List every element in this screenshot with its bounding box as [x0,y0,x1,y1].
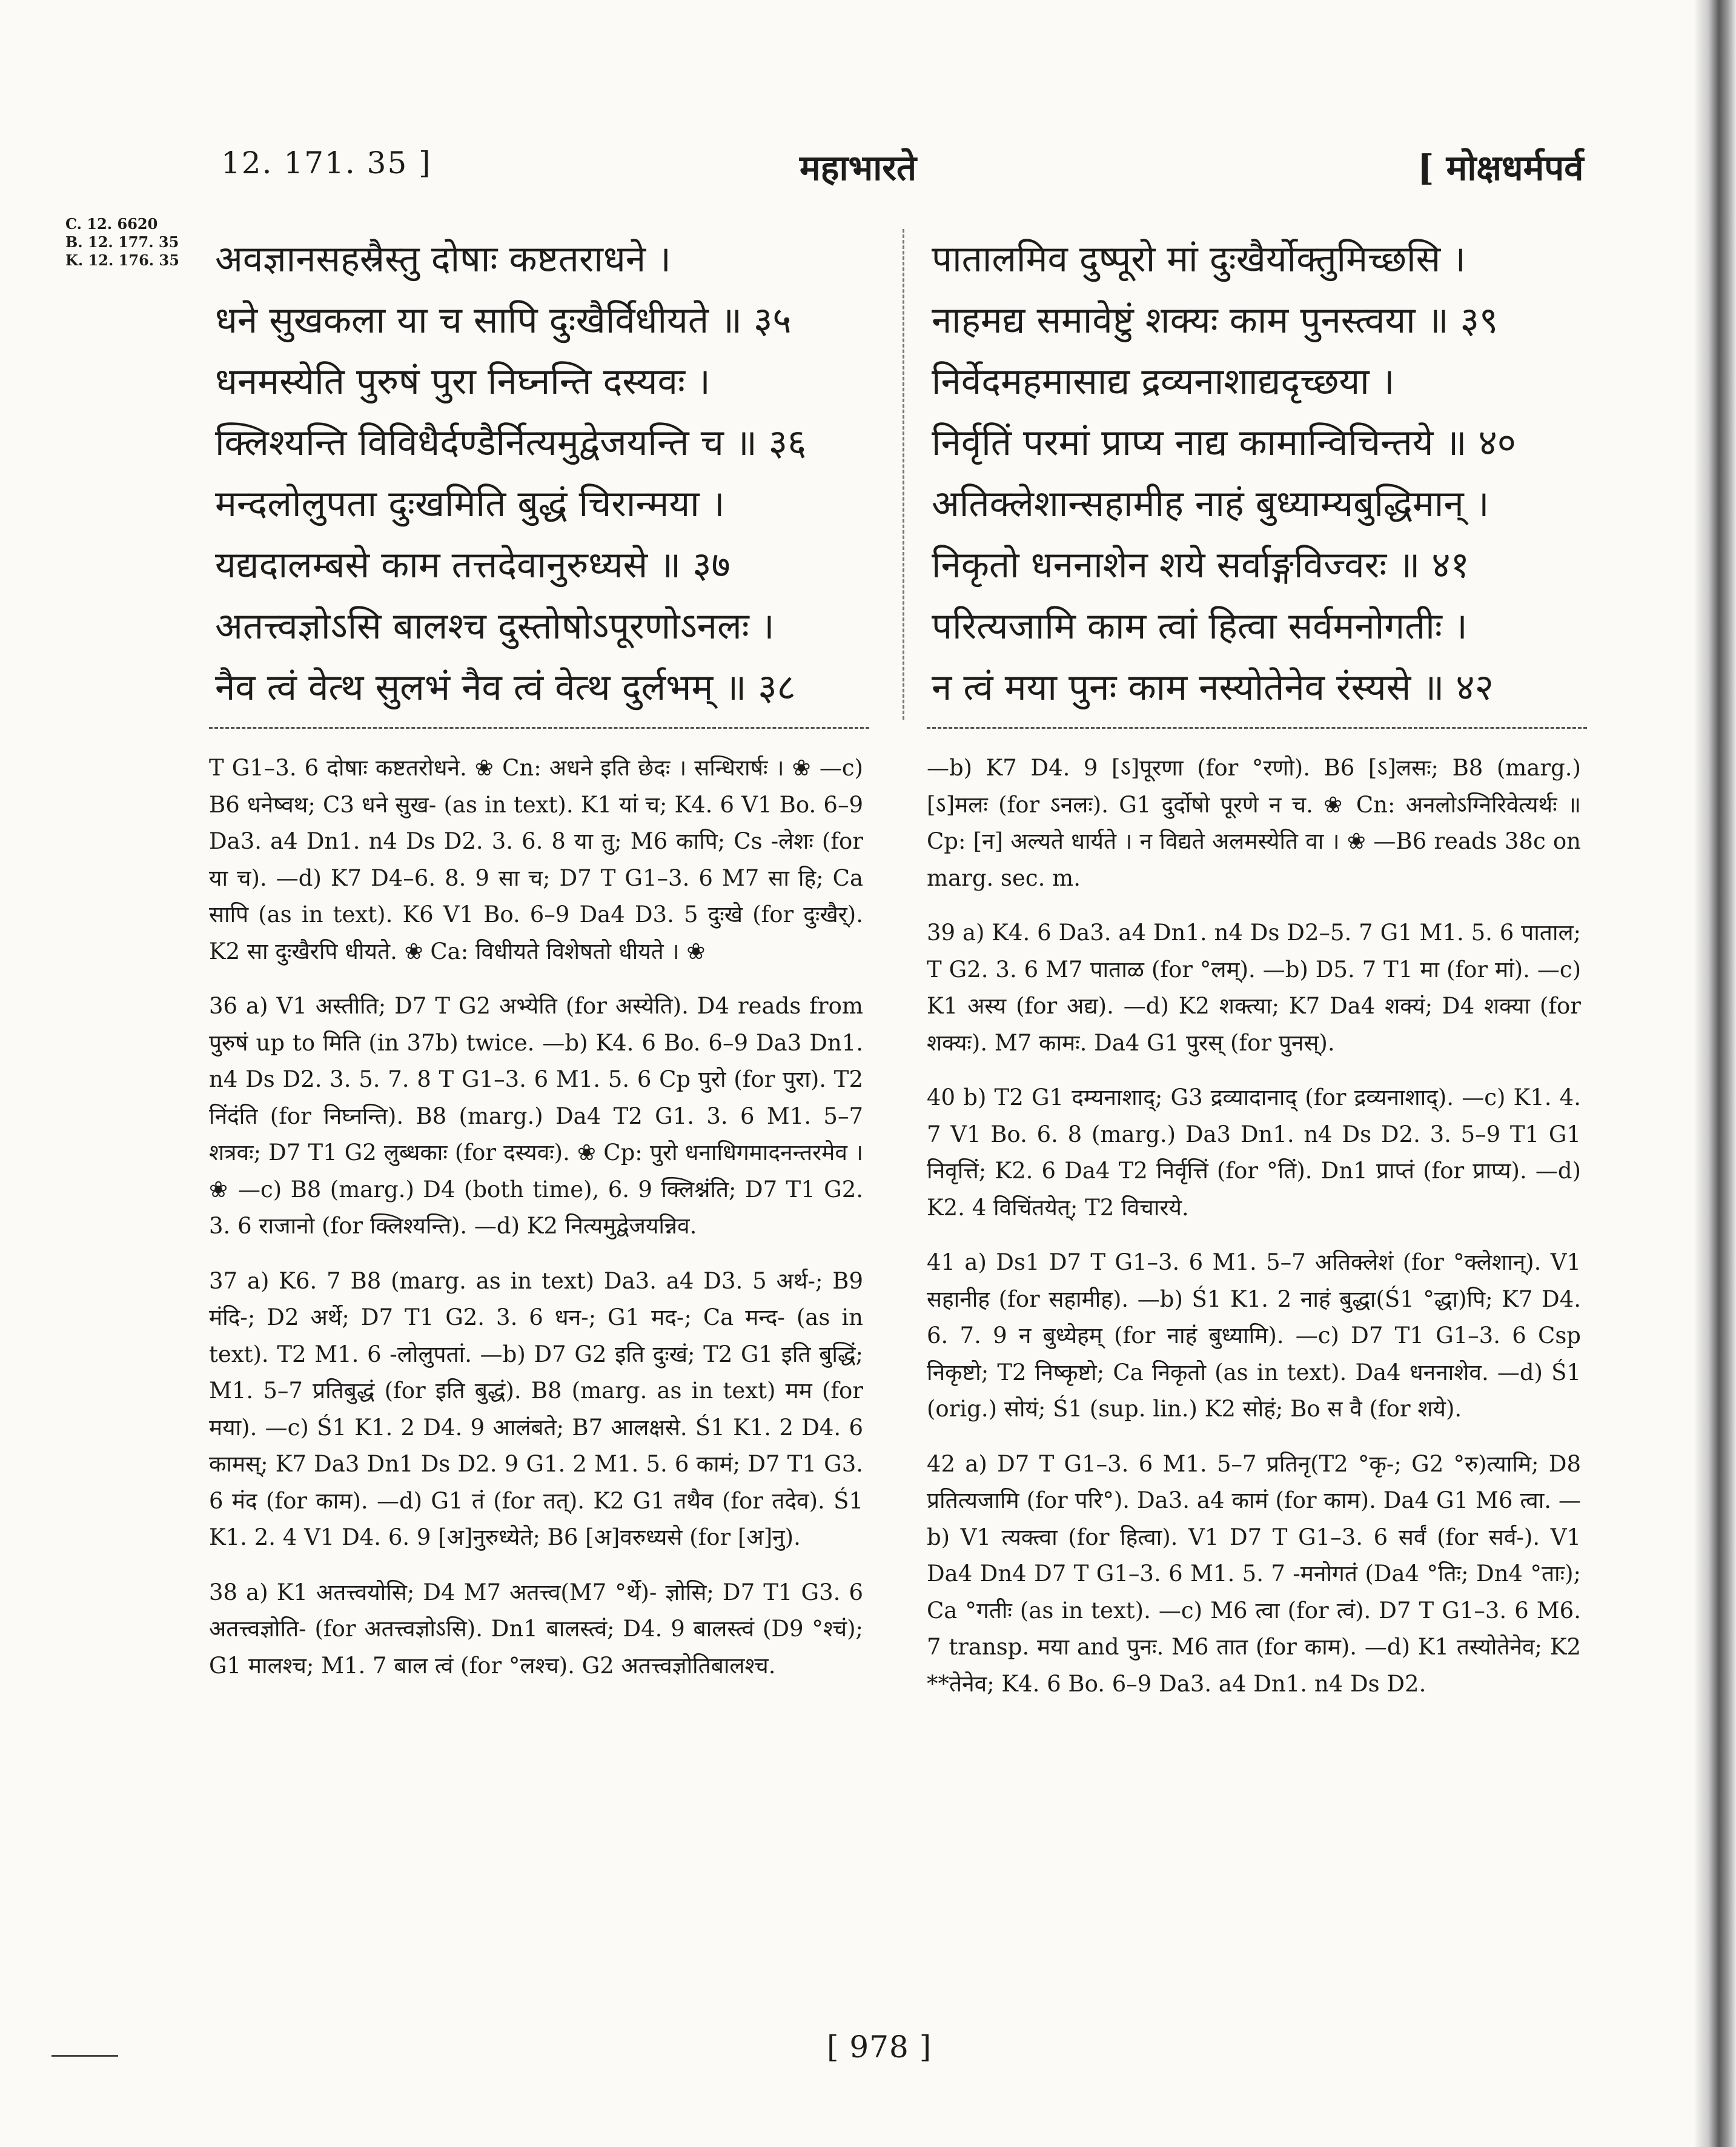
verse-line: निर्वृतिं परमां प्राप्य नाद्य कामान्विचिन्तये ॥ ४० [932,422,1516,464]
verse-line: धने सुखकला या च सापि दुःखैर्विधीयते ॥ ३५ [215,299,792,342]
apparatus-note: 38 a) K1 अतत्त्वयोसि; D4 M7 अतत्त्व(M7 °र्थे)- ज्ञोसि; D7 T1 G3. 6 अतत्त्वज्ञोति- (for अतत्त्वज्ञोऽसि). Dn1 बालस्त्वं; D4. 9 बालस्त्वं (D9 °श्चं); G1 मालश्च; M1. 7 बाल त्वं (for °लश्च). G2 अतत्त्वज्ञोतिबालश्च. [209,1579,863,1679]
apparatus-note: 41 a) Ds1 D7 T G1–3. 6 M1. 5–7 अतिक्लेशं (for °क्लेशान्). V1 सहानीह (for सहामीह). —b) Ś1 K1. 2 नाहं बुद्धा(Ś1 °द्धा)पि; K7 D4. 6. 7. 9 न बुध्येहम् (for नाहं बुध्यामि). —c) D7 T1 G1–3. 6 Csp निकृष्टो; T2 निष्कृष्टो; Ca निकृतो (as in text). Da4 धननाशेव. —d) Ś1 (orig.) सोयं; Ś1 (sup. lin.) K2 सोहं; Bo स वै (for शये). [927,1249,1581,1422]
concordance-refs [65,215,179,270]
apparatus-note: 36 a) V1 अस्तीति; D7 T G2 अभ्येति (for अस्येति). D4 reads from पुरुषं up to मिति (in 37b) twice. —b) K4. 6 Bo. 6–9 Da3 Dn1. n4 Ds D2. 3. 5. 7. 8 T G1–3. 6 M1. 5. 6 Cp पुरो (for पुरा). T2 निंदंति (for निघ्नन्ति). B8 (marg.) Da4 T2 G1. 3. 6 M1. 5–7 शत्रवः; D7 T1 G2 लुब्धकाः (for दस्यवः). ❀ Cp: पुरो धनाधिगमादनन्तरमेव । ❀ —c) B8 (marg.) D4 (both time), 6. 9 क्लिश्नंति; D7 T1 G2. 3. 6 राजानो (for क्लिश्यन्ति). —d) K2 नित्यमुद्वेजयन्निव. [209,993,863,1239]
verse-line: धनमस्येति पुरुषं पुरा निघ्नन्ति दस्यवः । [215,360,711,403]
column-divider [903,229,904,720]
verse-column-right [932,229,1516,718]
concordance-bombay: B. 12. 177. 35 [65,233,179,251]
verse-line: निर्वेदमहमासाद्य द्रव्यनाशाद्यदृच्छया । [932,360,1395,403]
chapter-reference: 12. 171. 35 ] [221,145,432,181]
verse-line: यद्यदालम्बसे काम तत्तदेवानुरुध्यसे ॥ ३७ [215,544,731,586]
verse-line: न त्वं मया पुनः काम नस्योतेनेव रंस्यसे ॥ ४२ [932,666,1494,709]
verse-column-left [215,229,806,718]
verse-line: अतत्त्वज्ञोऽसि बालश्च दुस्तोषोऽपूरणोऽनलः । [215,605,775,648]
concordance-calcutta: C. 12. 6620 [65,215,158,233]
verse-line: क्लिश्यन्ति विविधैर्दण्डैर्नित्यमुद्वेजयन्ति च ॥ ३६ [215,422,807,464]
verse-line: परित्यजामि काम त्वां हित्वा सर्वमनोगतीः । [932,605,1468,648]
rule-left [209,727,869,729]
scan-mark [51,2055,118,2057]
verse-line: अवज्ञानसहस्रैस्तु दोषाः कष्टतराधने । [215,238,671,280]
apparatus-note: 42 a) D7 T G1–3. 6 M1. 5–7 प्रतिनृ(T2 °कृ-; G2 °रु)त्यामि; D8 प्रतित्यजामि (for परि°). Da3. a4 कामं (for काम). Da4 G1 M6 त्वा. —b) V1 त्यक्त्वा (for हित्वा). V1 D7 T G1–3. 6 सर्वं (for सर्व-). V1 Da4 Dn4 D7 T G1–3. 6 M1. 5. 7 -मनोगतं (Da4 °तिः; Dn4 °ताः); Ca °गतीः (as in text). —c) M6 त्वा (for त्वं). D7 T G1–3. 6 M6. 7 transp. मया and पुनः. M6 तात (for काम). —d) K1 तस्योतेनेव; K2 **तेनेव; K4. 6 Bo. 6–9 Da3. a4 Dn1. n4 Ds D2. [927,1450,1581,1697]
page-title: महाभारते [800,147,917,188]
apparatus-column-left [209,750,863,1684]
parvan-title: [ मोक्षधर्मपर्व [1417,147,1584,188]
verse-line: नाहमद्य समावेष्टुं शक्यः काम पुनस्त्वया ॥ ३९ [932,299,1499,342]
verse-line: निकृतो धननाशेन शये सर्वाङ्गविज्वरः ॥ ४१ [932,544,1469,586]
verse-line: पातालमिव दुष्पूरो मां दुःखैर्योक्तुमिच्छसि । [932,238,1466,280]
book-binding-shadow [1694,0,1736,2147]
apparatus-note: 37 a) K6. 7 B8 (marg. as in text) Da3. a4 D3. 5 अर्थ-; B9 मंदि-; D2 अर्थे; D7 T1 G2. 3. 6 धन-; G1 मद-; Ca मन्द- (as in text). T2 M1. 6 -लोलुपतां. —b) D7 G2 इति दुःखं; T2 G1 इति बुद्धिं; M1. 5–7 प्रतिबुद्धं (for इति बुद्धं). B8 (marg. as in text) मम (for मया). —c) Ś1 K1. 2 D4. 9 आलंबते; B7 आलक्षसे. Ś1 K1. 2 D4. 6 कामस्; K7 Da3 Dn1 Ds D2. 9 G1. 2 M1. 5. 6 कामं; D7 T1 G3. 6 मंद (for काम). —d) G1 तं (for तत्). K2 G1 तथैव (for तदेव). Ś1 K1. 2. 4 V1 D4. 6. 9 [अ]नुरुध्येते; B6 [अ]वरुध्यसे (for [अ]नु). [209,1267,863,1550]
apparatus-column-right [927,750,1581,1702]
verse-line: मन्दलोलुपता दुःखमिति बुद्धं चिरान्मया । [215,483,725,525]
apparatus-note: 39 a) K4. 6 Da3. a4 Dn1. n4 Ds D2–5. 7 G1 M1. 5. 6 पाताल; T G2. 3. 6 M7 पाताळ (for °लम्). —b) D5. 7 T1 मा (for मां). —c) K1 अस्य (for अद्य). —d) K2 शक्त्या; K7 Da4 शक्यं; D4 शक्या (for शक्यः). M7 कामः. Da4 G1 पुरस् (for पुनस्). [927,920,1581,1056]
verse-line: अतिक्लेशान्सहामीह नाहं बुध्याम्यबुद्धिमान् । [932,483,1489,525]
apparatus-note: —b) K7 D4. 9 [ऽ]पूरणा (for °रणो). B6 [ऽ]लसः; B8 (marg.) [ऽ]मलः (for ऽनलः). G1 दुर्दोषो पूरणे न च. ❀ Cn: अनलोऽग्निरिवेत्यर्थः ॥ Cp: [न] अल्यते धार्यते । न विद्यते अलमस्येति वा । ❀ —B6 reads 38c on marg. sec. m. [927,755,1581,891]
apparatus-note: T G1–3. 6 दोषाः कष्टतरोधने. ❀ Cn: अधने इति छेदः । सन्धिरार्षः । ❀ —c) B6 धनेष्वथ; C3 धने सुख- (as in text). K1 यां च; K4. 6 V1 Bo. 6–9 Da3. a4 Dn1. n4 Ds D2. 3. 6. 8 या तु; M6 कापि; Cs -लेशः (for या च). —d) K7 D4–6. 8. 9 सा च; D7 T G1–3. 6 M7 सा हि; Ca सापि (as in text). K6 V1 Bo. 6–9 Da4 D3. 5 दुःखे (for दुःखैर्). K2 सा दुःखैरपि धीयते. ❀ Ca: विधीयते विशेषतो धीयते । ❀ [209,755,863,964]
concordance-kumbhakonam: K. 12. 176. 35 [65,251,179,269]
apparatus-note: 40 b) T2 G1 दम्यनाशाद्; G3 द्रव्यादानाद् (for द्रव्यनाशाद्). —c) K1. 4. 7 V1 Bo. 6. 8 (marg.) Da3 Dn1. n4 Ds D2. 3. 5–9 T1 G1 निवृत्तिं; K2. 6 Da4 T2 निर्वृत्तिं (for °तिं). Dn1 प्राप्तं (for प्राप्य). —d) K2. 4 विचिंतयेत्; T2 विचारये. [927,1084,1581,1221]
rule-right [927,727,1587,729]
verse-line: नैव त्वं वेत्थ सुलभं नैव त्वं वेत्थ दुर्लभम् ॥ ३८ [215,666,796,709]
page-number: [ 978 ] [827,2029,932,2065]
